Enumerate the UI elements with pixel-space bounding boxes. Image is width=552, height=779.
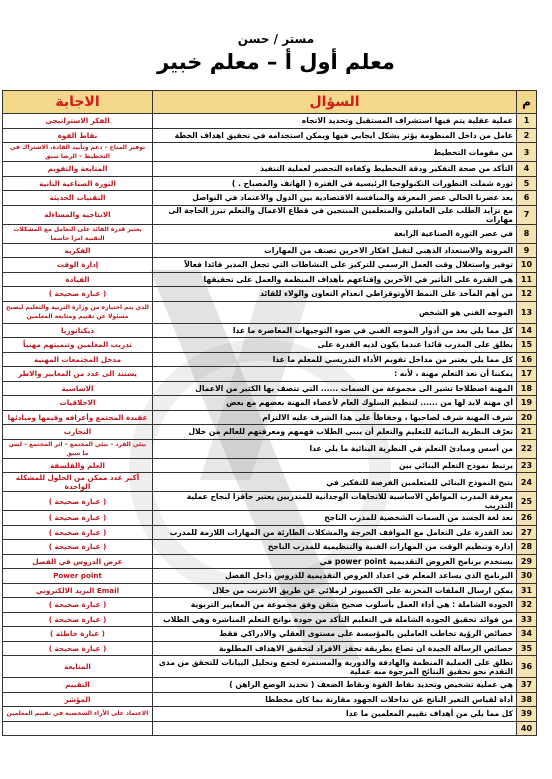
table-row xyxy=(3,692,537,707)
table-row xyxy=(3,492,537,511)
question-cell: أداة لقياس التغير الناتج عن تداخلات الجهود مقارنة بما كان مخططا xyxy=(153,692,517,707)
question-cell: يطلق على المدرب قائدا عندما يكون لديه القدرة على xyxy=(153,338,517,353)
table-row xyxy=(3,569,537,584)
row-number: 9 xyxy=(517,243,537,258)
question-cell: كل مما يلي من أهداف تقييم المعلمين ما عدا xyxy=(153,707,517,722)
answer-cell: تدريب المعلمين وتنميتهم مهنياً xyxy=(3,338,153,353)
table-row xyxy=(3,381,537,396)
table-row xyxy=(3,458,537,473)
question-cell: ثورة شملت التطورات التكنولوجيا الرئيسية في الفترة ( الهاتف والمصباح . ) xyxy=(153,176,517,191)
row-number: 33 xyxy=(517,612,537,627)
question-cell: هي القدرة على التأثير في الآخرين وإقناعهم بأهداف المنظمة والعمل على تحقيقها xyxy=(153,272,517,287)
question-cell: يعد عصرنا الحالي عصر المعرفة والمنافسة الاقتصادية بين الدول والاعتماد في التواصل xyxy=(153,191,517,206)
question-cell: عملية عقلية يتم فيها استشراف المستقبل وتحديد الاتجاه xyxy=(153,114,517,129)
question-cell: كل مما يلي يعتبر من مداخل تقويم الأداء التدريسي للمعلم ما عدا xyxy=(153,352,517,367)
question-cell: كل مما يلي يعد من أدوار الموجه الفني في ضوء التوجيهات المعاصرة ما عدا xyxy=(153,323,517,338)
question-cell: يرتبط نموذج التعلم البنائي بين xyxy=(153,458,517,473)
question-cell: معرفة المدرب المواطن الاساسية للاتجاهات الوجدانية للمتدربين يعتبر حافزا لنجاح عملية التدريب xyxy=(153,492,517,511)
answer-cell: إدارة الوقت xyxy=(3,258,153,273)
answer-cell: بيئي الفرد – بيئي المجتمع – اثر المجتمع – ليس ما سبق xyxy=(3,439,153,458)
table-row xyxy=(3,287,537,302)
table-row xyxy=(3,143,537,162)
question-cell: في عصر الثورة الصناعية الرابعة xyxy=(153,224,517,243)
table-row xyxy=(3,338,537,353)
question-cell: من فوائد تحقيق الجودة الشاملة في التعليم التأكد من جودة نواتج التعلم المباشرة وهي الطلاب xyxy=(153,612,517,627)
qa-table xyxy=(2,90,537,736)
table-row xyxy=(3,323,537,338)
row-number: 14 xyxy=(517,323,537,338)
answer-cell: الثورة الصناعية الثانية xyxy=(3,176,153,191)
table-row xyxy=(3,352,537,367)
table-row xyxy=(3,678,537,693)
answer-cell: يعتبر قدرة القائد على التعامل مع المشكلات التقنية امرا حاسما xyxy=(3,224,153,243)
answer-cell: أكبر عدد ممكن من الحلول للمشكلة الواحدة xyxy=(3,473,153,492)
col-question-header: السؤال xyxy=(153,91,517,114)
answer-cell: التجارب xyxy=(3,425,153,440)
table-row xyxy=(3,656,537,678)
table-header-row xyxy=(3,91,537,114)
page-header xyxy=(0,0,552,90)
row-number: 8 xyxy=(517,224,537,243)
row-number: 2 xyxy=(517,128,537,143)
row-number: 18 xyxy=(517,381,537,396)
row-number: 19 xyxy=(517,396,537,411)
answer-cell: التقييم xyxy=(3,678,153,693)
page-title: معلم أول أ – معلم خبير xyxy=(157,50,395,74)
answer-cell: المتابعة والتقويم xyxy=(3,162,153,177)
row-number: 6 xyxy=(517,191,537,206)
table-row xyxy=(3,410,537,425)
table-row xyxy=(3,425,537,440)
row-number: 5 xyxy=(517,176,537,191)
answer-cell: ديكتاتوريا xyxy=(3,323,153,338)
table-row xyxy=(3,205,537,224)
answer-cell: ( عبارة صحيحة ) xyxy=(3,525,153,540)
table-row xyxy=(3,176,537,191)
answer-cell: الذي يتم اختياره من وزارة التربية والتعليم ليصبح مسئولا عن تقييم ومتابعة المعلمين xyxy=(3,301,153,323)
question-cell: هي عملية تشخيص وتحديد نقاط القوة ونقاط الضعف ( تحديد الوضع الراهن ) xyxy=(153,678,517,693)
table-row xyxy=(3,114,537,129)
row-number: 10 xyxy=(517,258,537,273)
answer-cell: ( عبارة صحيحة ) xyxy=(3,540,153,555)
answer-cell: التقنيات الحديثة xyxy=(3,191,153,206)
question-cell: التأكد من صحة التفكير ودقة التخطيط وكفاءة التحضير لعملية التنفيذ xyxy=(153,162,517,177)
row-number: 38 xyxy=(517,692,537,707)
table-body xyxy=(3,114,537,736)
answer-cell: المؤشر xyxy=(3,692,153,707)
question-cell: من مقومات التخطيط xyxy=(153,143,517,162)
table-row xyxy=(3,162,537,177)
question-cell: أي مهنة لابد لها من ...... لتنظيم السلوك العام لأعضاء المهنة بعضهم مع بعض xyxy=(153,396,517,411)
row-number: 40 xyxy=(517,721,537,736)
row-number: 39 xyxy=(517,707,537,722)
row-number: 20 xyxy=(517,410,537,425)
question-cell: تعد القدرة على التعامل مع المواقف الحرجة والمشكلات الطارئة من المهارات اللازمة للمدرب xyxy=(153,525,517,540)
question-cell: إدارة وتنظيم الوقت من المهارات الفنية والتنظيمية للمدرب الناجح xyxy=(153,540,517,555)
question-cell: تعرّف النظرية البنائية للتعليم والتعلم أن يبني الطلاب فهمهم ومعرفتهم للعالم من خلال xyxy=(153,425,517,440)
row-number: 23 xyxy=(517,458,537,473)
row-number: 26 xyxy=(517,511,537,526)
answer-cell: ( عبارة صحيحة ) xyxy=(3,612,153,627)
row-number: 37 xyxy=(517,678,537,693)
row-number: 22 xyxy=(517,439,537,458)
row-number: 30 xyxy=(517,569,537,584)
row-number: 35 xyxy=(517,641,537,656)
table-row xyxy=(3,511,537,526)
question-cell: يستخدم برنامج العروض التقديمية power point في xyxy=(153,554,517,569)
question-cell: مع تزايد الطلب على العاملين والمتعلمين المنتجين في قطاع الاعمال والتعلم تبرز الحاجة الى مهارات xyxy=(153,205,517,224)
table-row xyxy=(3,612,537,627)
row-number: 24 xyxy=(517,473,537,492)
row-number: 15 xyxy=(517,338,537,353)
table-row xyxy=(3,721,537,736)
question-cell: الجودة الشاملة : هي أداء العمل بأسلوب صحيح متقن وفق مجموعة من المعايير التربوية xyxy=(153,598,517,613)
question-cell: المرونة والاستعداد الذهني لتقبل افكار الاخرين تصنف من المهارات xyxy=(153,243,517,258)
answer-cell: ( عبارة صحيحة ) xyxy=(3,641,153,656)
question-cell: خصائص الرؤية تخاطب العاملين بالمؤسسة على مستوى العقلي والادراكي فقط xyxy=(153,627,517,642)
answer-cell: ( عبارة صحيحة ) xyxy=(3,511,153,526)
question-cell: المهنة اصطلاحا تشير الى مجموعة من السمات ...... التي تتصف بها الكثير من الاعمال xyxy=(153,381,517,396)
question-cell: الموجه الفني هو الشخص xyxy=(153,301,517,323)
question-cell: من أسس ومبادئ التعلم في النظرية البنائية ما يلي عدا xyxy=(153,439,517,458)
question-cell: من أهم المآخذ على النمط الأوتوقراطي انعدام التعاون والولاء للقائد xyxy=(153,287,517,302)
answer-cell: يستند الى عدد من المعايير والاطر xyxy=(3,367,153,382)
question-cell: عامل من داخل المنظومة يؤثر بشكل ايجابي فيها ويمكن استخدامه في تحقيق اهداف الخطة xyxy=(153,128,517,143)
row-number: 25 xyxy=(517,492,537,511)
row-number: 31 xyxy=(517,583,537,598)
answer-cell: القيادة xyxy=(3,272,153,287)
answer-cell: المتابعة xyxy=(3,656,153,678)
answer-cell: الفكرية xyxy=(3,243,153,258)
table-row xyxy=(3,598,537,613)
row-number: 4 xyxy=(517,162,537,177)
table-row xyxy=(3,224,537,243)
answer-cell: الاعتماد على الأراء الشخصية في تقييم المعلمين xyxy=(3,707,153,722)
row-number: 3 xyxy=(517,143,537,162)
question-cell: توفير واستغلال وقت العمل الرسمي للتركيز على النشاطات التي تجعل المدير قائدا فعالاً xyxy=(153,258,517,273)
row-number: 13 xyxy=(517,301,537,323)
row-number: 16 xyxy=(517,352,537,367)
table-row xyxy=(3,554,537,569)
question-cell: يمكن ارسال الملفات المخزنة على الكمبيوتر لزملائي عن طريق الانترنت من خلال xyxy=(153,583,517,598)
answer-cell: Email البريد الالكتروني xyxy=(3,583,153,598)
question-cell xyxy=(153,721,517,736)
row-number: 36 xyxy=(517,656,537,678)
row-number: 34 xyxy=(517,627,537,642)
answer-cell: الاساسية xyxy=(3,381,153,396)
answer-cell: الاخلاقيات xyxy=(3,396,153,411)
table-row xyxy=(3,191,537,206)
answer-cell: عقيدة المجتمع وأعرافه وقيمها ومبادئها xyxy=(3,410,153,425)
question-cell: خصائص الرسالة الجيدة ان تصاغ بطريقة تحفز الافراد لتحقيق الاهداف المطلوبة xyxy=(153,641,517,656)
answer-cell: ( عبارة صحيحة ) xyxy=(3,287,153,302)
answer-cell: Power point xyxy=(3,569,153,584)
question-cell: شرف المهنة شرف لصاحبها ، وحفاظاً على هذا الشرف عليه الالتزام xyxy=(153,410,517,425)
table-row xyxy=(3,583,537,598)
row-number: 29 xyxy=(517,554,537,569)
table-row xyxy=(3,301,537,323)
answer-cell: ( عبارة صحيحة ) xyxy=(3,492,153,511)
col-num-header: م xyxy=(517,91,537,114)
table-row xyxy=(3,540,537,555)
table-row xyxy=(3,439,537,458)
answer-cell: ( عبارة صحيحة ) xyxy=(3,598,153,613)
table-row xyxy=(3,473,537,492)
table-row xyxy=(3,243,537,258)
table-row xyxy=(3,627,537,642)
row-number: 32 xyxy=(517,598,537,613)
answer-cell: نقاط القوة xyxy=(3,128,153,143)
answer-cell: عرض الدروس في الفصل xyxy=(3,554,153,569)
row-number: 12 xyxy=(517,287,537,302)
table-row xyxy=(3,272,537,287)
answer-cell: ( عبارة خاطئة ) xyxy=(3,627,153,642)
answer-cell: الفكر الاستراتيجي xyxy=(3,114,153,129)
row-number: 11 xyxy=(517,272,537,287)
row-number: 27 xyxy=(517,525,537,540)
row-number: 7 xyxy=(517,205,537,224)
table-row xyxy=(3,707,537,722)
question-cell: تطلق على العملية المنظمة والهادفة والدورية والمستمرة لجمع وتحليل البيانات للتحقق من مدى التقدم نحو تحقيق النتائج المرجوة منه عملية xyxy=(153,656,517,678)
question-cell: البرنامج الذي يساعد المعلم في اعداد العروض التقديمية للدروس داخل الفصل xyxy=(153,569,517,584)
answer-cell xyxy=(3,721,153,736)
question-cell: تعد لغة الجسد من السمات الشخصية للمدرب الناجح xyxy=(153,511,517,526)
question-cell: يمكننا أن نعد التعلم مهنة ، لأنه : xyxy=(153,367,517,382)
col-answer-header: الاجابة xyxy=(3,91,153,114)
table-row xyxy=(3,367,537,382)
table-row xyxy=(3,396,537,411)
author-line: مستر / حسن xyxy=(237,32,315,46)
answer-cell: العلم والفلسفة xyxy=(3,458,153,473)
table-row xyxy=(3,258,537,273)
row-number: 17 xyxy=(517,367,537,382)
answer-cell: مدخل المجتمعات المهنية xyxy=(3,352,153,367)
row-number: 28 xyxy=(517,540,537,555)
table-row xyxy=(3,641,537,656)
table-row xyxy=(3,128,537,143)
row-number: 1 xyxy=(517,114,537,129)
question-cell: يتيح النموذج البنائي للمتعلمين الفرصة للتفكير في xyxy=(153,473,517,492)
answer-cell: توفير المناخ – دعم وتأييد القادة، الاشتراك في التخطيط – الرضا سبق xyxy=(3,143,153,162)
row-number: 21 xyxy=(517,425,537,440)
table-row xyxy=(3,525,537,540)
answer-cell: الانتاجية والمساءلة xyxy=(3,205,153,224)
